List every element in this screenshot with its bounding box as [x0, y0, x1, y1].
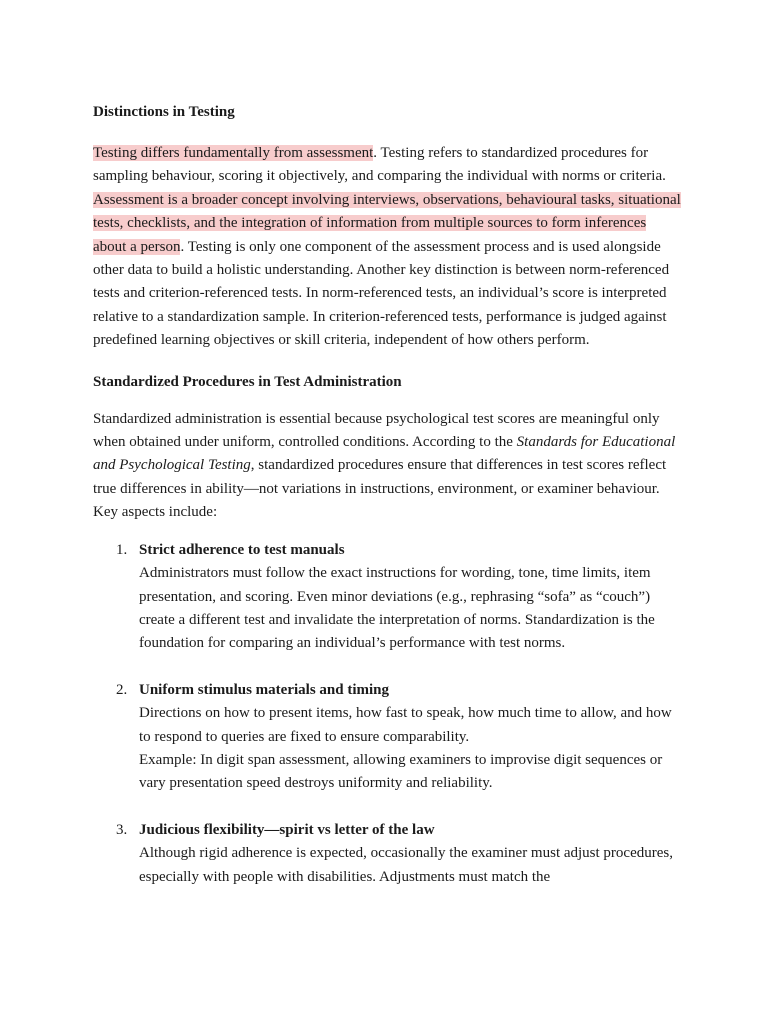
paragraph-distinctions [93, 142, 683, 353]
list-item-text: Administrators must follow the exact instructions for wording, tone, time limits, item presentation, and scoring. Even minor deviations (e.g., rephrasing “sofa” as “couch”) create a different test and invalidate the interpretation of norms. Standardization is the foundation for comparing an individual’s performance with test norms. [139, 565, 655, 652]
highlighted-text: Assessment is a broader concept involving interviews, observations, behavioural tasks, situational tests, checklists, and the integration of information from multiple sources to form inferences about a person [93, 191, 681, 255]
paragraph-text: , standardized procedures ensure that differences in test scores reflect true differences in ability—not variations in instructions, environment, or examiner behaviour. Key aspects include: [93, 457, 667, 521]
key-aspects-list [93, 539, 683, 889]
paragraph-text: Standardized administration is essential because psychological test scores are meaningful only when obtained under uniform, controlled conditions. According to the [93, 410, 660, 451]
list-item [93, 819, 683, 889]
list-number: 3. [116, 821, 128, 838]
paragraph-text: . Testing refers to standardized procedures for sampling behaviour, scoring it objectively, and comparing the individual with norms or criteria. [93, 145, 666, 185]
paragraph-standardized-procedures [93, 408, 683, 525]
list-item-title: Judicious flexibility—spirit vs letter of the law [139, 821, 435, 838]
emphasized-title: Standards for Educational and Psychological Testing [93, 434, 676, 474]
list-item-example: Example: In digit span assessment, allowing examiners to improvise digit sequences or vary presentation speed destroys uniformity and reliability. [139, 751, 663, 792]
paragraph-text: . Testing is only one component of the assessment process and is used alongside other data to build a holistic understanding. Another key distinction is between norm-referenced tests and criterion-referenced tests. In norm-referenced tests, an individual’s score is interpreted relative to a standardization sample. In criterion-referenced tests, performance is judged against predefined learning objectives or skill criteria, independent of how others perform. [93, 238, 670, 349]
list-item [93, 539, 683, 656]
section-heading-standardized-procedures: Standardized Procedures in Test Administration [93, 373, 402, 390]
list-number: 2. [116, 681, 128, 698]
list-number: 1. [116, 541, 128, 558]
list-item [93, 679, 683, 796]
list-item-title: Uniform stimulus materials and timing [139, 681, 390, 698]
list-item-title: Strict adherence to test manuals [139, 541, 345, 558]
document-body [93, 101, 683, 889]
list-item-text: Directions on how to present items, how fast to speak, how much time to allow, and how to respond to queries are fixed to ensure comparability. [139, 705, 672, 745]
highlighted-text: Testing differs fundamentally from assessment [93, 145, 374, 161]
section-heading-distinctions: Distinctions in Testing [93, 104, 235, 120]
list-item-text: Although rigid adherence is expected, occasionally the examiner must adjust procedures, especially with people with disabilities. Adjustments must match the [139, 845, 673, 885]
